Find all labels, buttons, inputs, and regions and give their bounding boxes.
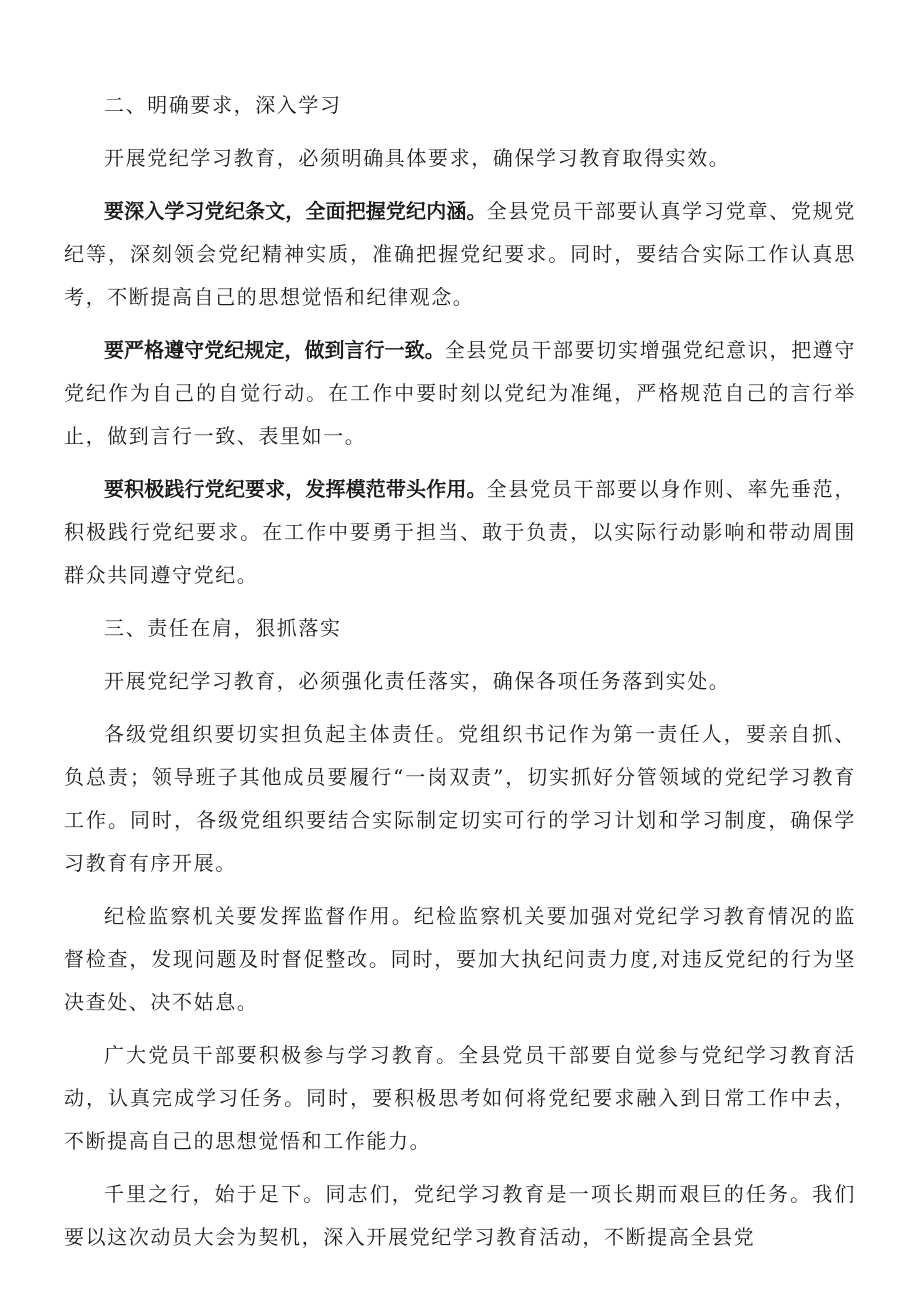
paragraph-lead: 要深入学习党纪条文，全面把握党纪内涵。 [104, 199, 487, 223]
section-heading-2 [64, 84, 856, 127]
paragraph-lead: 要积极践行党纪要求，发挥模范带头作用。 [104, 477, 487, 501]
document-body [64, 84, 856, 1269]
paragraph-text: 全县党员干部要以身作则、率先垂范，积极践行党纪要求。在工作中要勇于担当、敢于负责，以实际行动影响和带动周围群众共同遵守党纪。 [64, 477, 857, 587]
paragraph-obey-rules [64, 329, 856, 458]
paragraph-text: 全县党员干部要切实增强党纪意识，把遵守党纪作为自己的自觉行动。在工作中要时刻以党纪为准绳，严格规范自己的言行举止，做到言行一致、表里如一。 [64, 338, 857, 448]
paragraph-lead: 要严格遵守党纪规定，做到言行一致。 [104, 338, 445, 362]
paragraph-closing [64, 1173, 856, 1259]
heading-text: 三、责任在肩，狠抓落实 [104, 616, 342, 640]
paragraph-text: 开展党纪学习教育，必须明确具体要求，确保学习教育取得实效。 [104, 146, 731, 170]
paragraph-party-members [64, 1034, 856, 1163]
paragraph-practice-rules [64, 468, 856, 597]
section-heading-3 [64, 607, 856, 650]
paragraph-text: 各级党组织要切实担负起主体责任。党组织书记作为第一责任人，要亲自抓、负总责；领导班子其他成员要履行“一岗双责”，切实抓好分管领域的党纪学习教育工作。同时，各级党组织要结合实际制定切实可行的学习计划和学习制度，确保学习教育有序开展。 [64, 722, 856, 875]
paragraph-text: 广大党员干部要积极参与学习教育。全县党员干部要自觉参与党纪学习教育活动，认真完成学习任务。同时，要积极思考如何将党纪要求融入到日常工作中去，不断提高自己的思想觉悟和工作能力。 [64, 1043, 856, 1153]
paragraph-study-rules [64, 190, 856, 319]
paragraph-intro-2 [64, 137, 856, 180]
heading-text: 二、明确要求，深入学习 [104, 93, 342, 117]
paragraph-text: 纪检监察机关要发挥监督作用。纪检监察机关要加强对党纪学习教育情况的监督检查，发现问题及时督促整改。同时，要加大执纪问责力度,对违反党纪的行为坚决查处、决不姑息。 [64, 904, 856, 1014]
paragraph-intro-3 [64, 660, 856, 703]
paragraph-text: 全县党员干部要认真学习党章、党规党纪等，深刻领会党纪精神实质，准确把握党纪要求。同时，要结合实际工作认真思考，不断提高自己的思想觉悟和纪律观念。 [64, 199, 857, 309]
paragraph-discipline-inspection [64, 895, 856, 1024]
paragraph-party-organizations [64, 713, 856, 885]
paragraph-text: 千里之行，始于足下。同志们，党纪学习教育是一项长期而艰巨的任务。我们要以这次动员大会为契机，深入开展党纪学习教育活动，不断提高全县党 [64, 1182, 856, 1249]
paragraph-text: 开展党纪学习教育，必须强化责任落实，确保各项任务落到实处。 [104, 669, 731, 693]
